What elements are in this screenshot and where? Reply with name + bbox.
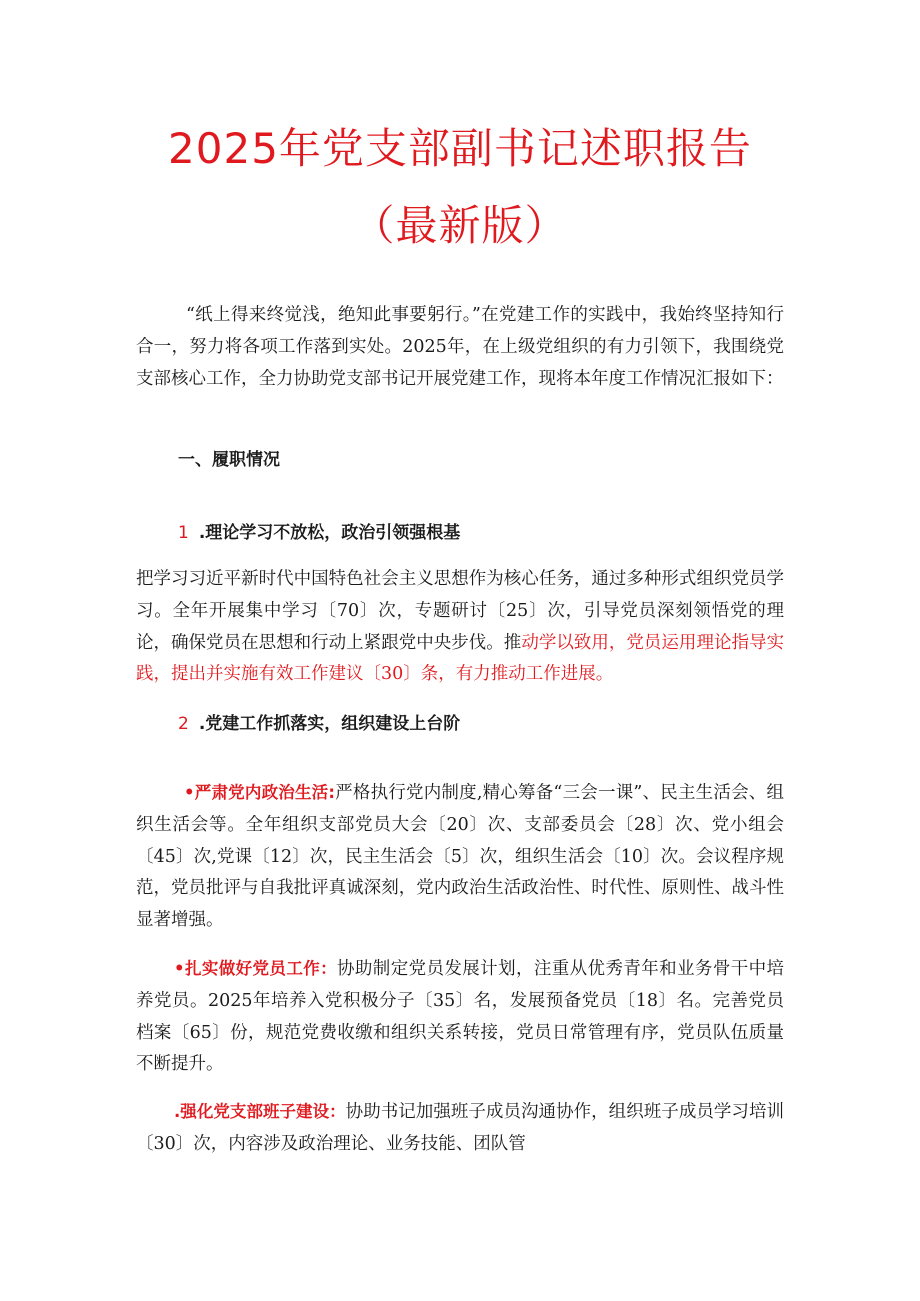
item-label: •扎实做好党员工作： bbox=[174, 959, 338, 978]
paragraph-text: 把学习习近平新时代中国特色社会主义思想作为核心任务，通过多种形式组织党员学习。全年开展集中学习〔70〕次，专题研讨〔25〕次，引导党员深刻领悟党的理论，确保党员在思想和行动上紧跟党中央步伐。推 bbox=[136, 569, 784, 653]
intro-paragraph: “纸上得来终觉浅，绝知此事要躬行。”在党建工作的实践中，我始终坚持知行合一，努力将各项工作落到实处。2025年，在上级党组织的有力引领下，我围绕党支部核心工作，全力协助党支部书记开展党建工作，现将本年度工作情况汇报如下： bbox=[136, 305, 784, 389]
paragraph-highlight: 动学以致用，党员运用理论指导实践，提出并实施有效工作建议〔30〕条，有力推动工作进展。 bbox=[136, 632, 785, 685]
item-party-member-work bbox=[136, 953, 784, 1081]
section-heading-1: 一、履职情况 bbox=[178, 450, 280, 470]
subsection-heading-1 bbox=[178, 517, 460, 549]
item-team-building bbox=[136, 1096, 784, 1161]
item-text: 严格执行党内制度,精心筹备“三会一课”、民主生活会、组织生活会等。全年组织支部党员大会〔20〕次、支部委员会〔28〕次、党小组会〔45〕次,党课〔12〕次，民主生活会〔5〕次，组织生活会〔10〕次。会议程序规范，党员批评与自我批评真诚深刻，党内政治生活政治性、时代性、原则性、战斗性显著增强。 bbox=[136, 783, 784, 931]
subsection-heading-2 bbox=[178, 708, 460, 740]
item-label: .强化党支部班子建设： bbox=[174, 1102, 346, 1121]
paragraph-theory-study bbox=[136, 564, 784, 691]
title-line-2: （最新版） bbox=[352, 201, 568, 250]
item-text: 协助制定党员发展计划，注重从优秀青年和业务骨干中培养党员。2025年培养入党积极分子〔35〕名，发展预备党员〔18〕名。完善党员档案〔65〕份，规范党费收缴和组织关系转接，党员日常管理有序，党员队伍质量不断提升。 bbox=[136, 959, 785, 1075]
subsection-title: .理论学习不放松，政治引领强根基 bbox=[198, 523, 461, 543]
title-line-1: 2025年党支部副书记述职报告 bbox=[168, 124, 752, 173]
item-political-life bbox=[136, 777, 784, 937]
subsection-number: 1 bbox=[178, 523, 189, 543]
subsection-number: 2 bbox=[178, 714, 189, 734]
item-text: 协助书记加强班子成员沟通协作，组织班子成员学习培训〔30〕次，内容涉及政治理论、业务技能、团队管 bbox=[136, 1102, 784, 1154]
item-label: •严肃党内政治生活: bbox=[184, 783, 335, 802]
subsection-title: .党建工作抓落实，组织建设上台阶 bbox=[198, 714, 461, 734]
